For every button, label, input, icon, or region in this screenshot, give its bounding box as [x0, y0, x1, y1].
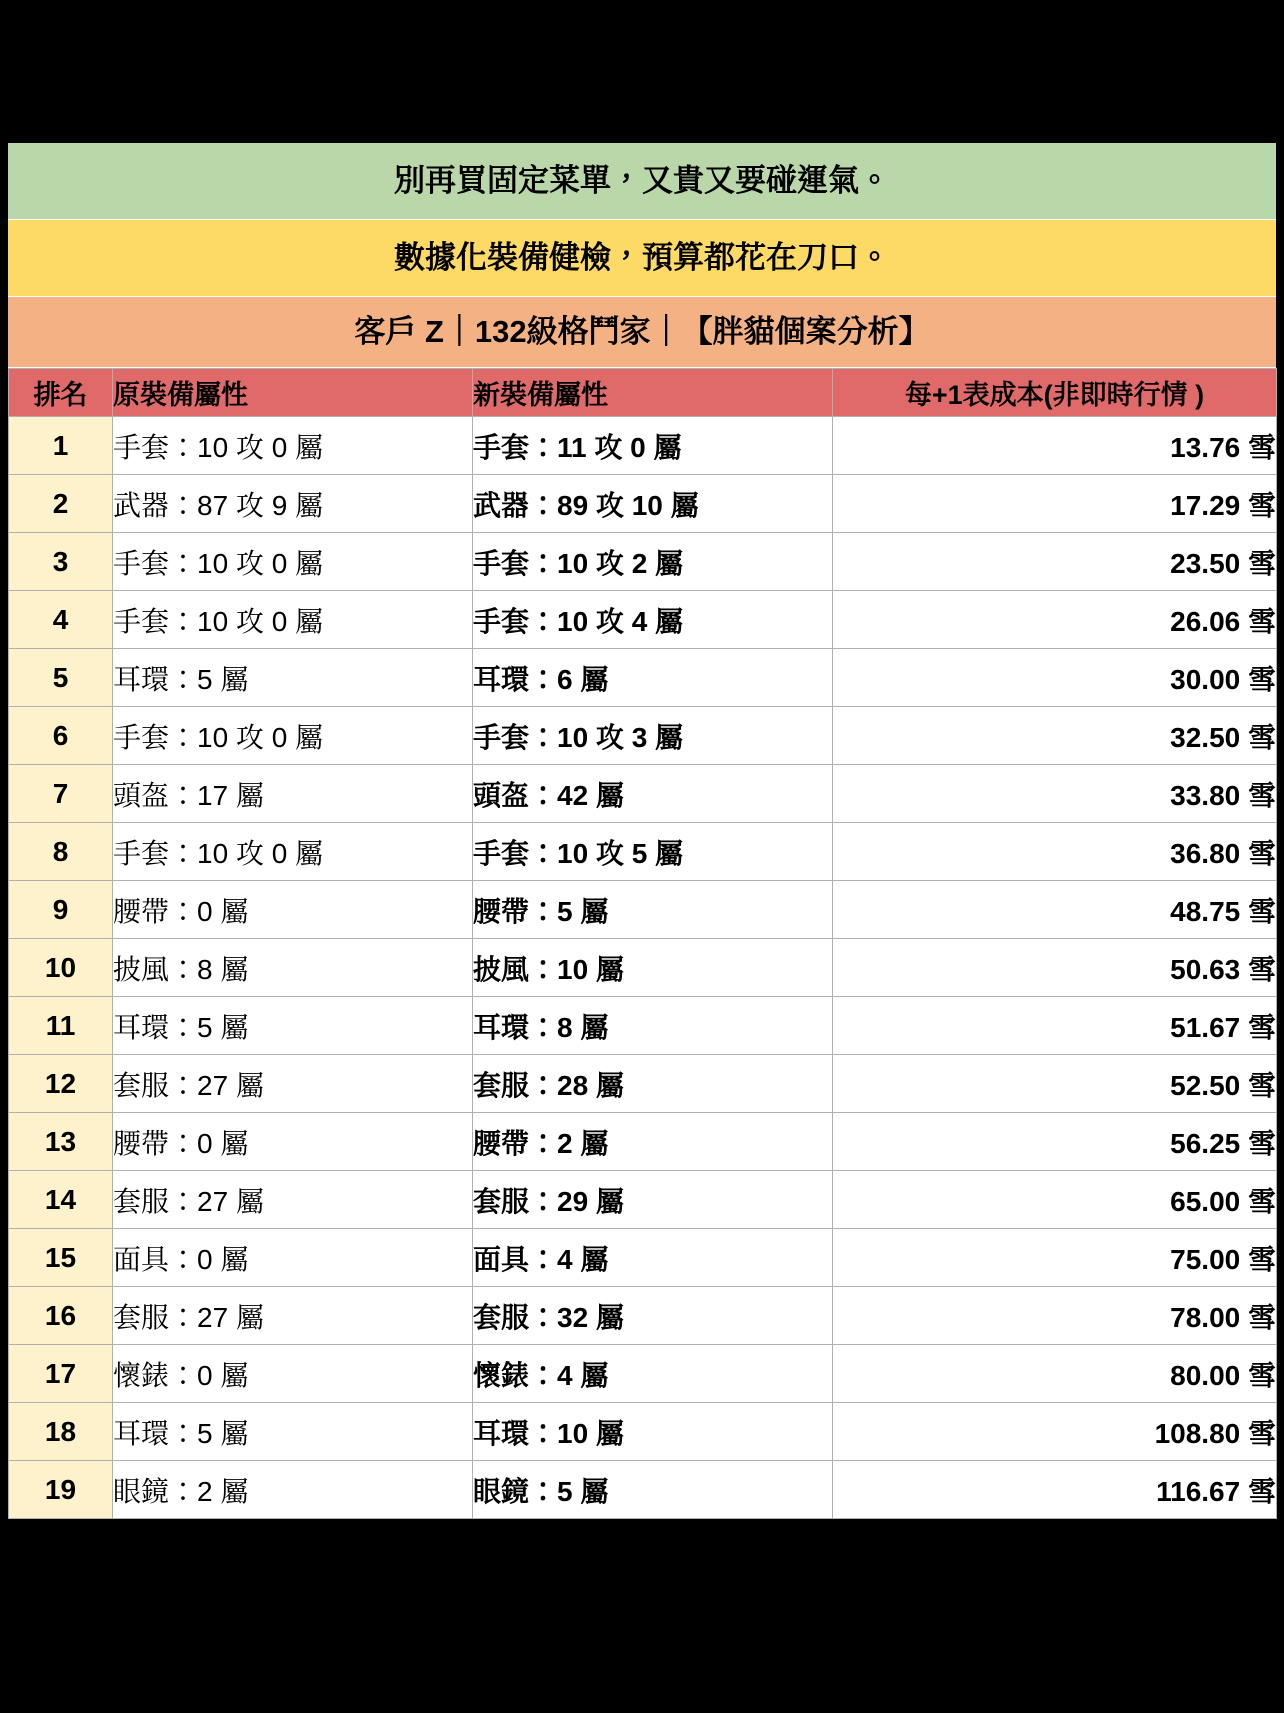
table-body: [9, 417, 1277, 1519]
cell-rank: 2: [9, 475, 113, 533]
column-header-new-stats: 新裝備屬性: [473, 369, 833, 417]
table-row: [9, 1055, 1277, 1113]
cell-new-stats: 耳環：8 屬: [473, 997, 833, 1055]
cell-new-stats: 耳環：10 屬: [473, 1403, 833, 1461]
table-row: [9, 1403, 1277, 1461]
cell-original-stats: 披風：8 屬: [113, 939, 473, 997]
cell-cost: 36.80 雪: [833, 823, 1277, 881]
cell-rank: 18: [9, 1403, 113, 1461]
cell-new-stats: 套服：32 屬: [473, 1287, 833, 1345]
table-row: [9, 533, 1277, 591]
table-row: [9, 997, 1277, 1055]
cell-rank: 16: [9, 1287, 113, 1345]
cell-rank: 19: [9, 1461, 113, 1519]
cell-rank: 8: [9, 823, 113, 881]
cell-original-stats: 耳環：5 屬: [113, 1403, 473, 1461]
table-row: [9, 823, 1277, 881]
table-row: [9, 1229, 1277, 1287]
cell-cost: 75.00 雪: [833, 1229, 1277, 1287]
cell-cost: 17.29 雪: [833, 475, 1277, 533]
table-row: [9, 591, 1277, 649]
cell-new-stats: 手套：10 攻 4 屬: [473, 591, 833, 649]
table-row: [9, 765, 1277, 823]
cell-rank: 13: [9, 1113, 113, 1171]
cell-cost: 80.00 雪: [833, 1345, 1277, 1403]
cell-original-stats: 套服：27 屬: [113, 1171, 473, 1229]
cell-rank: 6: [9, 707, 113, 765]
cell-new-stats: 頭盔：42 屬: [473, 765, 833, 823]
table-row: [9, 881, 1277, 939]
equipment-cost-table: [8, 368, 1277, 1519]
cell-original-stats: 手套：10 攻 0 屬: [113, 417, 473, 475]
cell-original-stats: 手套：10 攻 0 屬: [113, 823, 473, 881]
cell-cost: 26.06 雪: [833, 591, 1277, 649]
cell-rank: 3: [9, 533, 113, 591]
table-row: [9, 1345, 1277, 1403]
cell-original-stats: 手套：10 攻 0 屬: [113, 591, 473, 649]
table-row: [9, 1287, 1277, 1345]
cell-rank: 15: [9, 1229, 113, 1287]
banner-headline-secondary: 數據化裝備健檢，預算都花在刀口。: [8, 220, 1276, 297]
table-row: [9, 1171, 1277, 1229]
cell-cost: 50.63 雪: [833, 939, 1277, 997]
table-row: [9, 939, 1277, 997]
cell-new-stats: 套服：28 屬: [473, 1055, 833, 1113]
cell-cost: 33.80 雪: [833, 765, 1277, 823]
cell-original-stats: 耳環：5 屬: [113, 649, 473, 707]
cell-new-stats: 腰帶：2 屬: [473, 1113, 833, 1171]
cell-new-stats: 套服：29 屬: [473, 1171, 833, 1229]
cell-cost: 32.50 雪: [833, 707, 1277, 765]
table-row: [9, 707, 1277, 765]
column-header-original-stats: 原裝備屬性: [113, 369, 473, 417]
table-row: [9, 475, 1277, 533]
cell-cost: 23.50 雪: [833, 533, 1277, 591]
banner-case-title: 客戶 Z｜132級格鬥家｜【胖貓個案分析】: [8, 297, 1276, 368]
cell-cost: 48.75 雪: [833, 881, 1277, 939]
cell-new-stats: 眼鏡：5 屬: [473, 1461, 833, 1519]
cell-cost: 30.00 雪: [833, 649, 1277, 707]
cell-rank: 11: [9, 997, 113, 1055]
cell-cost: 13.76 雪: [833, 417, 1277, 475]
cell-new-stats: 披風：10 屬: [473, 939, 833, 997]
cell-rank: 1: [9, 417, 113, 475]
cell-cost: 56.25 雪: [833, 1113, 1277, 1171]
cell-original-stats: 武器：87 攻 9 屬: [113, 475, 473, 533]
column-header-cost-per-plus-one: 每+1表成本(非即時行情 ): [833, 369, 1277, 417]
banner-headline-primary: 別再買固定菜單，又貴又要碰運氣。: [8, 143, 1276, 220]
cell-rank: 14: [9, 1171, 113, 1229]
cell-original-stats: 懷錶：0 屬: [113, 1345, 473, 1403]
cell-original-stats: 套服：27 屬: [113, 1287, 473, 1345]
table-row: [9, 417, 1277, 475]
table-row: [9, 1461, 1277, 1519]
cell-rank: 12: [9, 1055, 113, 1113]
cell-original-stats: 耳環：5 屬: [113, 997, 473, 1055]
cell-new-stats: 手套：10 攻 3 屬: [473, 707, 833, 765]
cell-cost: 78.00 雪: [833, 1287, 1277, 1345]
cell-new-stats: 耳環：6 屬: [473, 649, 833, 707]
cell-new-stats: 手套：10 攻 5 屬: [473, 823, 833, 881]
table-header: [9, 369, 1277, 417]
cell-rank: 10: [9, 939, 113, 997]
cell-cost: 108.80 雪: [833, 1403, 1277, 1461]
cell-cost: 65.00 雪: [833, 1171, 1277, 1229]
cell-new-stats: 手套：11 攻 0 屬: [473, 417, 833, 475]
spreadsheet-sheet: [8, 143, 1276, 1519]
cell-new-stats: 武器：89 攻 10 屬: [473, 475, 833, 533]
cell-original-stats: 手套：10 攻 0 屬: [113, 533, 473, 591]
cell-cost: 52.50 雪: [833, 1055, 1277, 1113]
cell-original-stats: 頭盔：17 屬: [113, 765, 473, 823]
cell-original-stats: 面具：0 屬: [113, 1229, 473, 1287]
cell-new-stats: 面具：4 屬: [473, 1229, 833, 1287]
column-header-rank: 排名: [9, 369, 113, 417]
cell-original-stats: 套服：27 屬: [113, 1055, 473, 1113]
cell-original-stats: 腰帶：0 屬: [113, 881, 473, 939]
cell-original-stats: 腰帶：0 屬: [113, 1113, 473, 1171]
cell-rank: 9: [9, 881, 113, 939]
cell-cost: 116.67 雪: [833, 1461, 1277, 1519]
cell-new-stats: 懷錶：4 屬: [473, 1345, 833, 1403]
cell-new-stats: 腰帶：5 屬: [473, 881, 833, 939]
cell-rank: 7: [9, 765, 113, 823]
table-header-row: [9, 369, 1277, 417]
cell-original-stats: 手套：10 攻 0 屬: [113, 707, 473, 765]
table-row: [9, 1113, 1277, 1171]
cell-rank: 4: [9, 591, 113, 649]
cell-new-stats: 手套：10 攻 2 屬: [473, 533, 833, 591]
cell-rank: 5: [9, 649, 113, 707]
cell-rank: 17: [9, 1345, 113, 1403]
cell-original-stats: 眼鏡：2 屬: [113, 1461, 473, 1519]
cell-cost: 51.67 雪: [833, 997, 1277, 1055]
table-row: [9, 649, 1277, 707]
